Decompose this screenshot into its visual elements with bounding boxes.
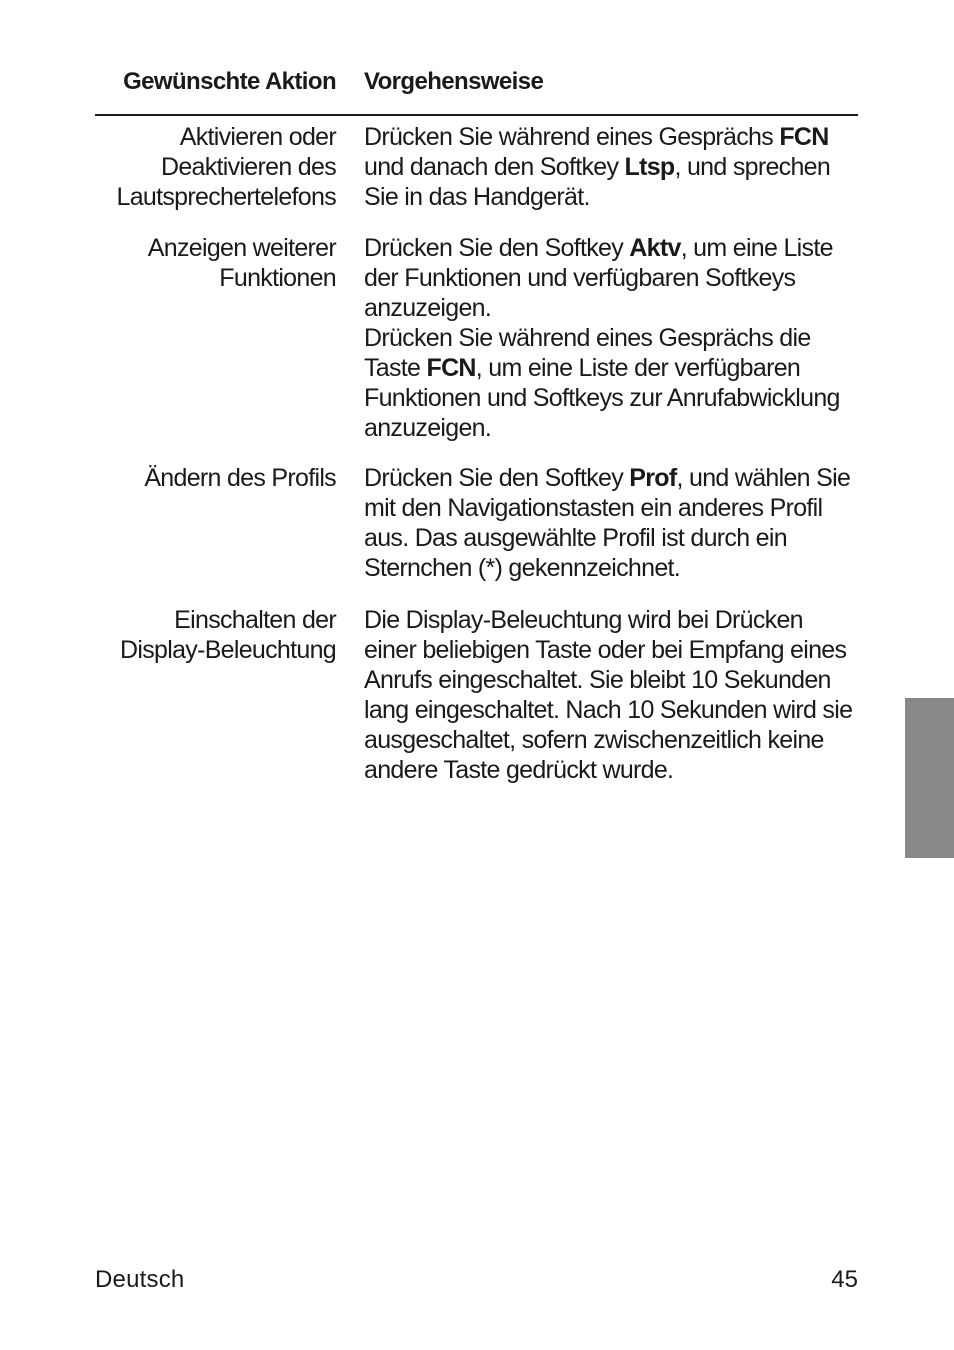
procedure-text: anzuzeigen. [364,294,492,322]
procedure-text: und danach den Softkey [364,153,625,181]
function-table [95,62,858,785]
procedure-text: , um eine Liste der verfügbaren [475,354,801,382]
procedure-line [364,635,858,665]
procedure-text: lang eingeschaltet. Nach 10 Sekunden wird sie [364,696,853,724]
softkey-name: Prof [629,464,677,492]
row-procedure [364,605,858,785]
procedure-line [364,383,858,413]
procedure-line [364,665,858,695]
procedure-line [364,553,858,583]
action-line: Lautsprechertelefons [116,183,336,211]
section-tab [905,698,954,858]
row-action [95,605,336,665]
softkey-name: Ltsp [624,153,675,181]
procedure-text: Anrufs eingeschaltet. Sie bleibt 10 Sekunden [364,666,831,694]
procedure-text: der Funktionen und verfügbaren Softkeys [364,264,796,292]
procedure-text: Drücken Sie während eines Gesprächs die [364,324,811,352]
procedure-line [364,413,858,443]
action-line: Aktivieren oder [179,123,336,151]
softkey-name: Aktv [629,234,681,262]
action-line: Display-Beleuchtung [120,636,336,664]
action-line: Funktionen [219,264,336,292]
table-row [95,233,858,443]
procedure-line [364,122,858,152]
procedure-line [364,152,858,182]
softkey-name: FCN [779,123,829,151]
procedure-text: Funktionen und Softkeys zur Anrufabwicklung [364,384,840,412]
header-procedure: Vorgehensweise [364,68,544,95]
row-procedure [364,463,858,583]
header-action: Gewünschte Aktion [123,68,336,95]
procedure-line [364,755,858,785]
procedure-text: andere Taste gedrückt wurde. [364,756,674,784]
row-procedure [364,233,858,443]
procedure-text: Taste [364,354,427,382]
procedure-text: mit den Navigationstasten ein anderes Profil [364,494,823,522]
procedure-line [364,463,858,493]
table-header [95,62,858,116]
procedure-text: Sie in das Handgerät. [364,183,590,211]
action-line: Ändern des Profils [144,464,336,492]
action-line: Einschalten der [174,606,336,634]
procedure-line [364,493,858,523]
row-procedure [364,122,858,212]
procedure-text: Die Display-Beleuchtung wird bei Drücken [364,606,803,634]
procedure-text: einer beliebigen Taste oder bei Empfang eines [364,636,847,664]
procedure-line [364,323,858,353]
procedure-text: , um eine Liste [680,234,833,262]
softkey-name: FCN [426,354,476,382]
procedure-line [364,233,858,263]
procedure-line [364,182,858,212]
procedure-text: ausgeschaltet, sofern zwischenzeitlich keine [364,726,824,754]
procedure-line [364,293,858,323]
procedure-line [364,605,858,635]
row-action [95,463,336,493]
page-number: 45 [831,1266,858,1293]
row-action [95,122,336,212]
procedure-text: Drücken Sie den Softkey [364,234,630,262]
procedure-line [364,263,858,293]
row-action [95,233,336,293]
table-row [95,122,858,212]
procedure-text: , und sprechen [674,153,831,181]
table-row [95,605,858,785]
procedure-text: Drücken Sie während eines Gesprächs [364,123,780,151]
procedure-line [364,695,858,725]
procedure-text: aus. Das ausgewählte Profil ist durch ein [364,524,787,552]
procedure-line [364,523,858,553]
table-row [95,463,858,583]
procedure-text: anzuzeigen. [364,414,492,442]
procedure-text: Sternchen (*) gekennzeichnet. [364,554,681,582]
procedure-text: Drücken Sie den Softkey [364,464,630,492]
procedure-line [364,353,858,383]
action-line: Anzeigen weiterer [147,234,336,262]
footer-language: Deutsch [95,1266,185,1293]
procedure-text: , und wählen Sie [676,464,851,492]
procedure-line [364,725,858,755]
action-line: Deaktivieren des [160,153,336,181]
